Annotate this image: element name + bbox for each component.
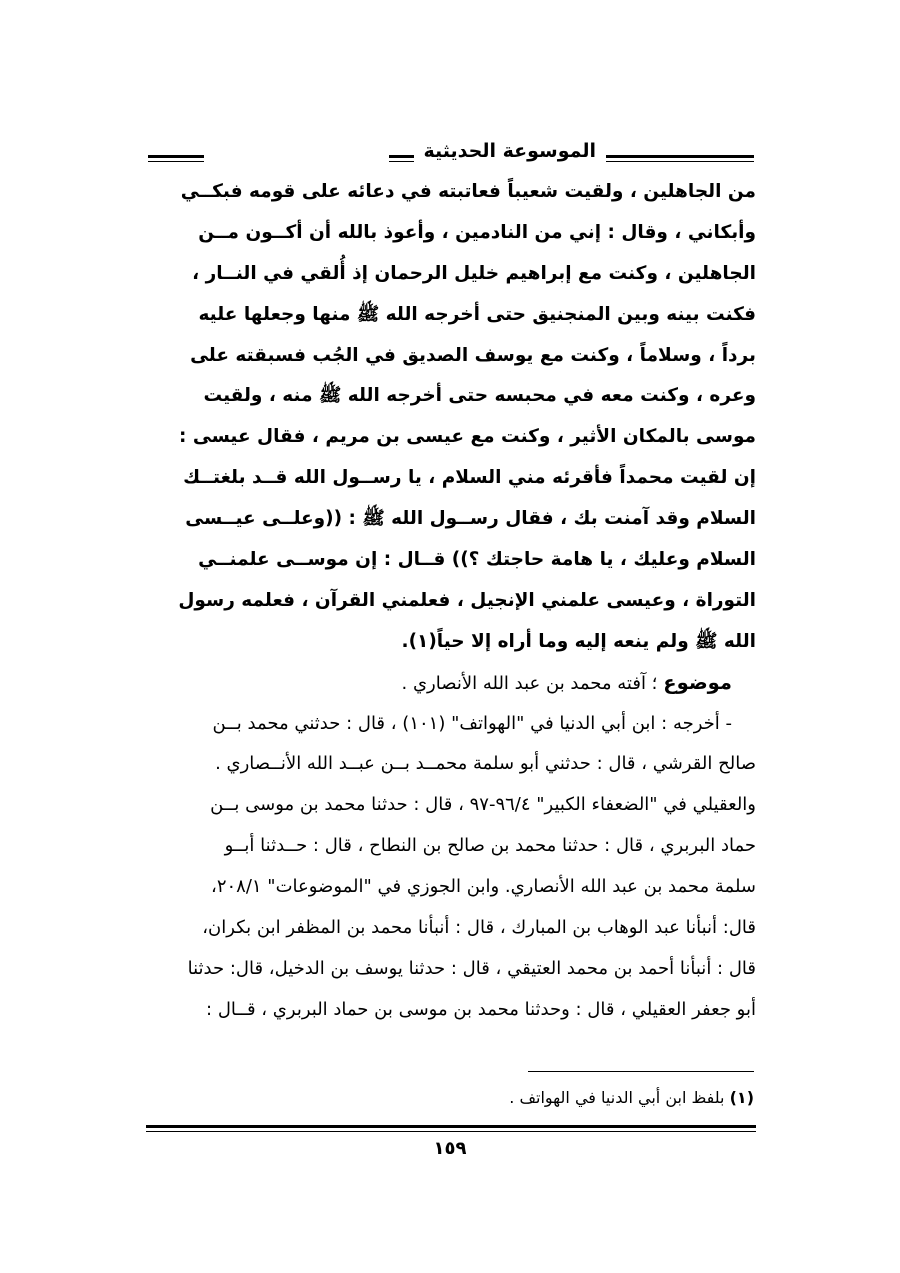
text-line: وعره ، وكنت معه في محبسه حتى أخرجه الله ﷺ منه ، ولقيت <box>203 385 756 407</box>
footnote-number: (١) <box>729 1088 754 1107</box>
text-line: وأبكاني ، وقال : إني من النادمين ، وأعوذ بالله أن أكــون مــن <box>198 221 756 243</box>
text-line: موسى بالمكان الأثير ، وكنت مع عيسى بن مريم ، فقال عيسى : <box>179 426 756 448</box>
text-line: السلام وعليك ، يا هامة حاجتك ؟)) قــال : إن موســى علمنــي <box>198 549 756 571</box>
main-text <box>146 172 756 1031</box>
footnote-separator <box>528 1071 754 1072</box>
footer-rule <box>146 1125 756 1132</box>
takhrij-line: صالح القرشي ، قال : حدثني أبو سلمة محمــد بــن عبــد الله الأنــصاري . <box>215 753 756 775</box>
footnote <box>509 1088 754 1107</box>
mawdu-line <box>146 663 756 704</box>
text-line: برداً ، وسلاماً ، وكنت مع يوسف الصديق في الجُب فسبقته على <box>190 344 756 366</box>
takhrij-line: قال : أنبأنا أحمد بن محمد العتيقي ، قال : حدثنا يوسف بن الدخيل، قال: حدثنا <box>187 957 756 979</box>
header-title: الموسوعة الحديثية <box>414 140 607 162</box>
takhrij-line: سلمة محمد بن عبد الله الأنصاري. وابن الجوزي في "الموضوعات" ٢٠٨/١، <box>211 876 756 898</box>
text-line: السلام وقد آمنت بك ، فقال رســول الله ﷺ : ((وعلــى عيــسى <box>185 508 756 530</box>
text-line: الله ﷺ ولم ينعه إليه وما أراه إلا حياً(١). <box>401 630 756 652</box>
text-line: التوراة ، وعيسى علمني الإنجيل ، فعلمني القرآن ، فعلمه رسول <box>178 589 756 611</box>
text-line: إن لقيت محمداً فأقرئه مني السلام ، يا رســول الله قــد بلغتــك <box>183 467 756 489</box>
mawdu-text: ؛ آفته محمد بن عبد الله الأنصاري . <box>401 672 658 694</box>
takhrij-line: - أخرجه : ابن أبي الدنيا في "الهواتف" (١٠١) ، قال : حدثني محمد بــن <box>212 712 732 734</box>
mawdu-label: موضوع <box>663 670 732 694</box>
text-line: الجاهلين ، وكنت مع إبراهيم خليل الرحمان إذ أُلقي في النــار ، <box>192 262 756 284</box>
footnote-text: بلفظ ابن أبي الدنيا في الهواتف . <box>509 1088 725 1107</box>
page-number: ١٥٩ <box>433 1138 467 1159</box>
takhrij-line: حماد البربري ، قال : حدثنا محمد بن صالح بن النطاح ، قال : حــدثنا أبــو <box>224 835 756 857</box>
text-line: من الجاهلين ، ولقيت شعيباً فعاتبته في دعائه على قومه فبكــي <box>180 181 756 202</box>
text-line: فكنت بينه وبين المنجنيق حتى أخرجه الله ﷺ منها وجعلها عليه <box>198 303 756 325</box>
takhrij-line: قال: أنبأنا عبد الوهاب بن المبارك ، قال : أنبأنا محمد بن المظفر ابن بكران، <box>202 917 756 939</box>
header-rule-left <box>148 155 204 162</box>
takhrij-line: والعقيلي في "الضعفاء الكبير" ٩٦/٤-٩٧ ، قال : حدثنا محمد بن موسى بــن <box>210 794 756 816</box>
takhrij-line: أبو جعفر العقيلي ، قال : وحدثنا محمد بن موسى بن حماد البربري ، قــال : <box>206 998 756 1020</box>
